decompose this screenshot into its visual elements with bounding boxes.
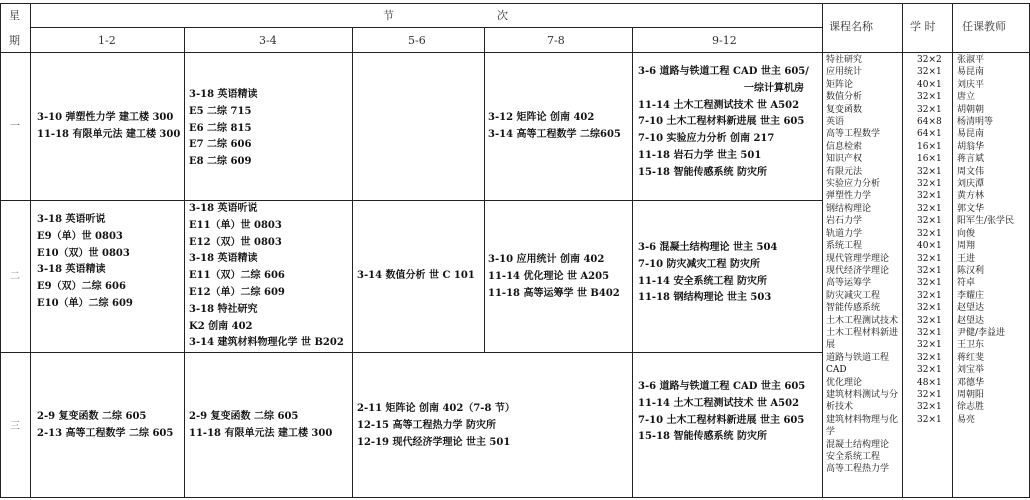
cell-tue-5-6 [357, 268, 475, 285]
teacher-item: 易亮 [957, 414, 976, 425]
course-entry: 3-18 英语精读 [37, 264, 106, 276]
period-header-ci: 次 [497, 9, 508, 22]
course-entry: 15-18 智能传感系统 防灾所 [638, 431, 767, 443]
course-name-item: CAD [826, 365, 847, 376]
course-entry: E8 二综 609 [189, 156, 252, 168]
cell-mon-9-12 [638, 64, 809, 182]
cell-mon-7-8 [488, 110, 621, 144]
hours-item: 32×1 [917, 253, 942, 264]
course-entry: 11-14 土木工程测试技术 世 A502 [638, 397, 800, 409]
course-name-item: 道路与铁道工程 [826, 352, 890, 363]
course-entry: 3-18 英语听说 [37, 214, 106, 225]
course-name-item: 土木工程材料新进 [826, 327, 899, 338]
course-entry: 2-9 复变函数 二综 605 [189, 411, 299, 422]
hours-item: 32×1 [917, 365, 942, 376]
teacher-item: 王卫东 [957, 340, 985, 351]
header-divider [30, 27, 822, 28]
course-name-item: 智能传感系统 [826, 303, 881, 314]
course-name-item: 弹塑性力学 [826, 191, 872, 202]
course-entry: 11-18 有限单元法 建工楼 300 [189, 427, 333, 439]
course-name-item: 高等运筹学 [826, 278, 872, 289]
course-entry: 2-13 高等工程数学 二综 605 [37, 427, 174, 439]
period-1-2-header: 1-2 [98, 34, 116, 47]
cell-wed-5-8 [357, 401, 515, 451]
period-3-4-header: 3-4 [259, 34, 277, 47]
teacher-item: 阳军生/张学民 [957, 216, 1015, 227]
course-entry: 15-18 智能传感系统 防灾所 [638, 166, 767, 178]
col-line-7 [902, 3, 903, 498]
hours-item: 64×8 [917, 117, 942, 128]
course-name-item: 高等工程热力学 [826, 464, 890, 475]
cell-mon-1-2 [37, 110, 180, 144]
course-entry: 11-14 优化理论 世 A205 [488, 270, 610, 282]
cell-mon-3-4 [189, 87, 258, 171]
course-entry: 3-10 弹塑性力学 建工楼 300 [37, 112, 174, 123]
col-line-5 [632, 27, 633, 498]
course-name-item: 优化理论 [826, 377, 863, 388]
course-entry: 2-11 矩阵论 创南 402（7-8 节） [357, 403, 515, 414]
cell-wed-9-12 [638, 379, 805, 446]
course-entry: 7-10 实验应力分析 创南 217 [638, 133, 775, 145]
course-entry: 11-18 有限单元法 建工楼 300 [37, 128, 181, 140]
day-label-mon: 一 [10, 121, 20, 132]
course-entry: 3-6 道路与铁道工程 CAD 世主 605 [638, 381, 806, 392]
course-entry: 一综计算机房 [744, 82, 804, 94]
course-name-item: 建筑材料物理与化 [826, 414, 899, 425]
teacher-item: 周文伟 [957, 166, 985, 177]
teacher-item: 杨清明等 [957, 117, 994, 128]
table-border-bottom [0, 497, 1030, 498]
hours-item: 32×1 [917, 228, 942, 239]
course-name-item: 矩阵论 [826, 79, 854, 90]
hours-item: 32×1 [917, 290, 942, 301]
course-entry: 3-6 混凝土结构理论 世主 504 [638, 242, 778, 253]
course-entry: 7-10 土木工程材料新进展 世主 605 [638, 414, 805, 426]
course-entry: 3-12 矩阵论 创南 402 [488, 112, 595, 123]
cell-wed-3-4 [189, 409, 332, 443]
col-line-6 [822, 3, 823, 498]
course-entry: 2-9 复变函数 二综 605 [37, 411, 147, 422]
course-name-item: 防灾减灾工程 [826, 290, 881, 301]
course-entry: 12-15 高等工程热力学 防灾所 [357, 419, 496, 431]
weekday-header-top: 星 [9, 9, 20, 22]
teacher-item: 邓德华 [957, 377, 985, 388]
course-name-item: 现代管理学理论 [826, 253, 890, 264]
teacher-list [957, 54, 1014, 426]
course-entry: K2 创南 402 [189, 320, 253, 332]
course-entry: 3-14 高等工程数学 二综605 [488, 128, 621, 140]
teacher-item: 王进 [957, 253, 976, 264]
course-name-item: 土木工程测试技术 [826, 315, 899, 326]
teacher-item: 刘庆平 [957, 79, 985, 90]
hours-item: 32×1 [917, 179, 942, 190]
course-entry: 11-18 高等运筹学 世 B402 [488, 287, 620, 299]
teacher-item: 尹健/李益进 [957, 327, 1006, 338]
hours-item: 16×1 [917, 141, 942, 152]
teacher-item: 符卓 [957, 278, 976, 289]
course-entry: 11-14 土木工程测试技术 世 A502 [638, 99, 800, 111]
hours-item: 32×1 [917, 203, 942, 214]
teacher-item: 易昆南 [957, 129, 985, 140]
col-line-4a [484, 27, 485, 353]
hours-item: 32×1 [917, 104, 942, 115]
course-name-item: 建筑材料测试与分 [826, 389, 899, 400]
course-name-item: 系统工程 [826, 241, 863, 252]
course-name-item: 岩石力学 [826, 216, 863, 227]
course-name-item: 现代经济学理论 [826, 265, 890, 276]
course-entry: 7-10 土木工程材料新进展 世主 605 [638, 116, 805, 128]
row-divider-tue-wed [0, 352, 822, 353]
course-name-item: 高等工程数学 [826, 129, 881, 140]
course-entry: 11-18 岩石力学 世主 501 [638, 149, 762, 161]
course-entry: 3-18 英语精读 [189, 89, 258, 100]
course-name-item: 展 [826, 340, 836, 351]
period-9-12-header: 9-12 [712, 34, 737, 47]
cell-tue-9-12 [638, 240, 777, 307]
day-label-tue: 二 [10, 271, 20, 282]
hours-list [917, 54, 942, 426]
row-divider-mon-tue [0, 200, 822, 201]
cell-tue-7-8 [488, 252, 620, 302]
teacher-item: 刘宝举 [957, 365, 985, 376]
course-entry: 11-18 钢结构理论 世主 503 [638, 292, 772, 304]
teacher-item: 胡朝朝 [957, 104, 985, 115]
cell-tue-3-4 [189, 201, 344, 352]
hours-item: 32×1 [917, 414, 942, 425]
course-entry: 3-18 英语听说 [189, 203, 258, 214]
course-entry: E12（单）二综 609 [189, 286, 285, 298]
course-name-item: 实验应力分析 [826, 179, 881, 190]
teacher-item: 徐志胜 [957, 402, 985, 413]
period-header-jie: 节 [383, 9, 394, 22]
course-name-item: 应用统计 [826, 67, 863, 78]
hours-item: 32×1 [917, 265, 942, 276]
hours-item: 32×1 [917, 216, 942, 227]
course-name-list [826, 54, 898, 476]
hours-item: 32×1 [917, 352, 942, 363]
teacher-header: 任课教师 [962, 20, 1006, 33]
teacher-item: 赵望达 [957, 303, 985, 314]
teacher-item: 周朝阳 [957, 389, 985, 400]
weekday-header-bottom: 期 [9, 34, 20, 47]
col-line-2 [184, 27, 185, 498]
teacher-item: 蒋言斌 [957, 154, 985, 165]
teacher-item: 李耀庄 [957, 290, 985, 301]
hours-item: 40×1 [917, 79, 942, 90]
course-entry: E11（双）二综 606 [189, 270, 285, 282]
hours-item: 40×1 [917, 241, 942, 252]
course-name-item: 学 [826, 427, 836, 438]
hours-item: 32×2 [917, 55, 942, 65]
course-entry: 11-14 安全系统工程 防灾所 [638, 275, 767, 287]
teacher-item: 易昆南 [957, 67, 985, 78]
teacher-item: 唐立 [957, 92, 976, 103]
teacher-item: 胡翁华 [957, 141, 985, 152]
course-name-item: 混凝土结构理论 [826, 439, 890, 450]
course-entry: E9（单）世 0803 [37, 230, 123, 242]
course-entry: 3-18 英语精读 [189, 253, 258, 265]
course-name-header: 课程名称 [829, 20, 873, 33]
col-line-1 [30, 3, 31, 498]
hours-item: 32×1 [917, 315, 942, 326]
course-name-item: 轨道力学 [826, 228, 863, 239]
teacher-item: 周翔 [957, 241, 976, 252]
hours-header: 学 时 [910, 20, 936, 33]
course-name-item: 析技术 [826, 402, 854, 413]
course-entry: E10（单）二综 609 [37, 297, 133, 309]
course-entry: E5 二综 715 [189, 105, 252, 117]
teacher-item: 郭文华 [957, 203, 985, 214]
hours-item: 32×1 [917, 402, 942, 413]
table-border-left [0, 3, 1, 498]
course-entry: E6 二综 815 [189, 122, 252, 134]
course-entry: 12-19 现代经济学理论 世主 501 [357, 436, 511, 448]
day-label-wed: 三 [10, 421, 20, 432]
course-name-item: 钢结构理论 [826, 203, 872, 214]
course-entry: 3-14 建筑材料物理化学 世 B202 [189, 337, 344, 349]
hours-item: 32×1 [917, 166, 942, 177]
hours-item: 32×1 [917, 389, 942, 400]
course-name-item: 安全系统工程 [826, 452, 881, 462]
teacher-item: 向俊 [957, 228, 976, 239]
hours-item: 48×1 [917, 377, 942, 388]
course-name-item: 信息检索 [826, 141, 863, 152]
hours-item: 32×1 [917, 191, 942, 202]
hours-item: 16×1 [917, 154, 942, 165]
table-border-top [0, 3, 1030, 4]
course-entry: 3-18 特社研究 [189, 303, 258, 315]
hours-item: 32×1 [917, 92, 942, 103]
course-entry: 3-6 道路与铁道工程 CAD 世主 605/ [638, 66, 809, 77]
teacher-item: 陈汉利 [957, 265, 985, 276]
teacher-item: 赵望达 [957, 315, 985, 326]
hours-item: 64×1 [917, 129, 942, 140]
course-name-item: 英语 [826, 117, 845, 128]
course-entry: E10（双）世 0803 [37, 247, 130, 259]
header-bottom-line [0, 52, 1030, 53]
hours-item: 32×1 [917, 303, 942, 314]
cell-tue-1-2 [37, 212, 133, 313]
hours-item: 32×1 [917, 278, 942, 289]
course-entry: E11（单）世 0803 [189, 219, 282, 231]
teacher-item: 张淑平 [957, 55, 985, 65]
hours-item: 32×1 [917, 67, 942, 78]
course-name-item: 复变函数 [826, 104, 863, 115]
course-entry: E7 二综 606 [189, 139, 252, 151]
course-name-item: 有限元法 [826, 166, 863, 177]
col-line-3 [352, 27, 353, 498]
teacher-item: 蒋红斐 [957, 352, 985, 363]
course-entry: 3-14 数值分析 世 C 101 [357, 270, 475, 281]
course-name-item: 数值分析 [826, 92, 863, 103]
period-5-6-header: 5-6 [408, 34, 426, 47]
teacher-item: 刘庆潭 [957, 179, 985, 190]
course-name-item: 特社研究 [826, 55, 863, 65]
hours-item: 32×1 [917, 327, 942, 338]
course-name-item: 知识产权 [826, 154, 863, 165]
col-line-8 [952, 3, 953, 498]
course-entry: 3-10 应用统计 创南 402 [488, 254, 605, 265]
course-entry: E9（双）二综 606 [37, 281, 126, 293]
course-entry: E12（双）世 0803 [189, 236, 282, 248]
teacher-item: 黄方林 [957, 191, 985, 202]
period-7-8-header: 7-8 [547, 34, 565, 47]
hours-item: 32×1 [917, 340, 942, 351]
course-entry: 7-10 防灾减灾工程 防灾所 [638, 258, 760, 270]
cell-wed-1-2 [37, 409, 173, 443]
